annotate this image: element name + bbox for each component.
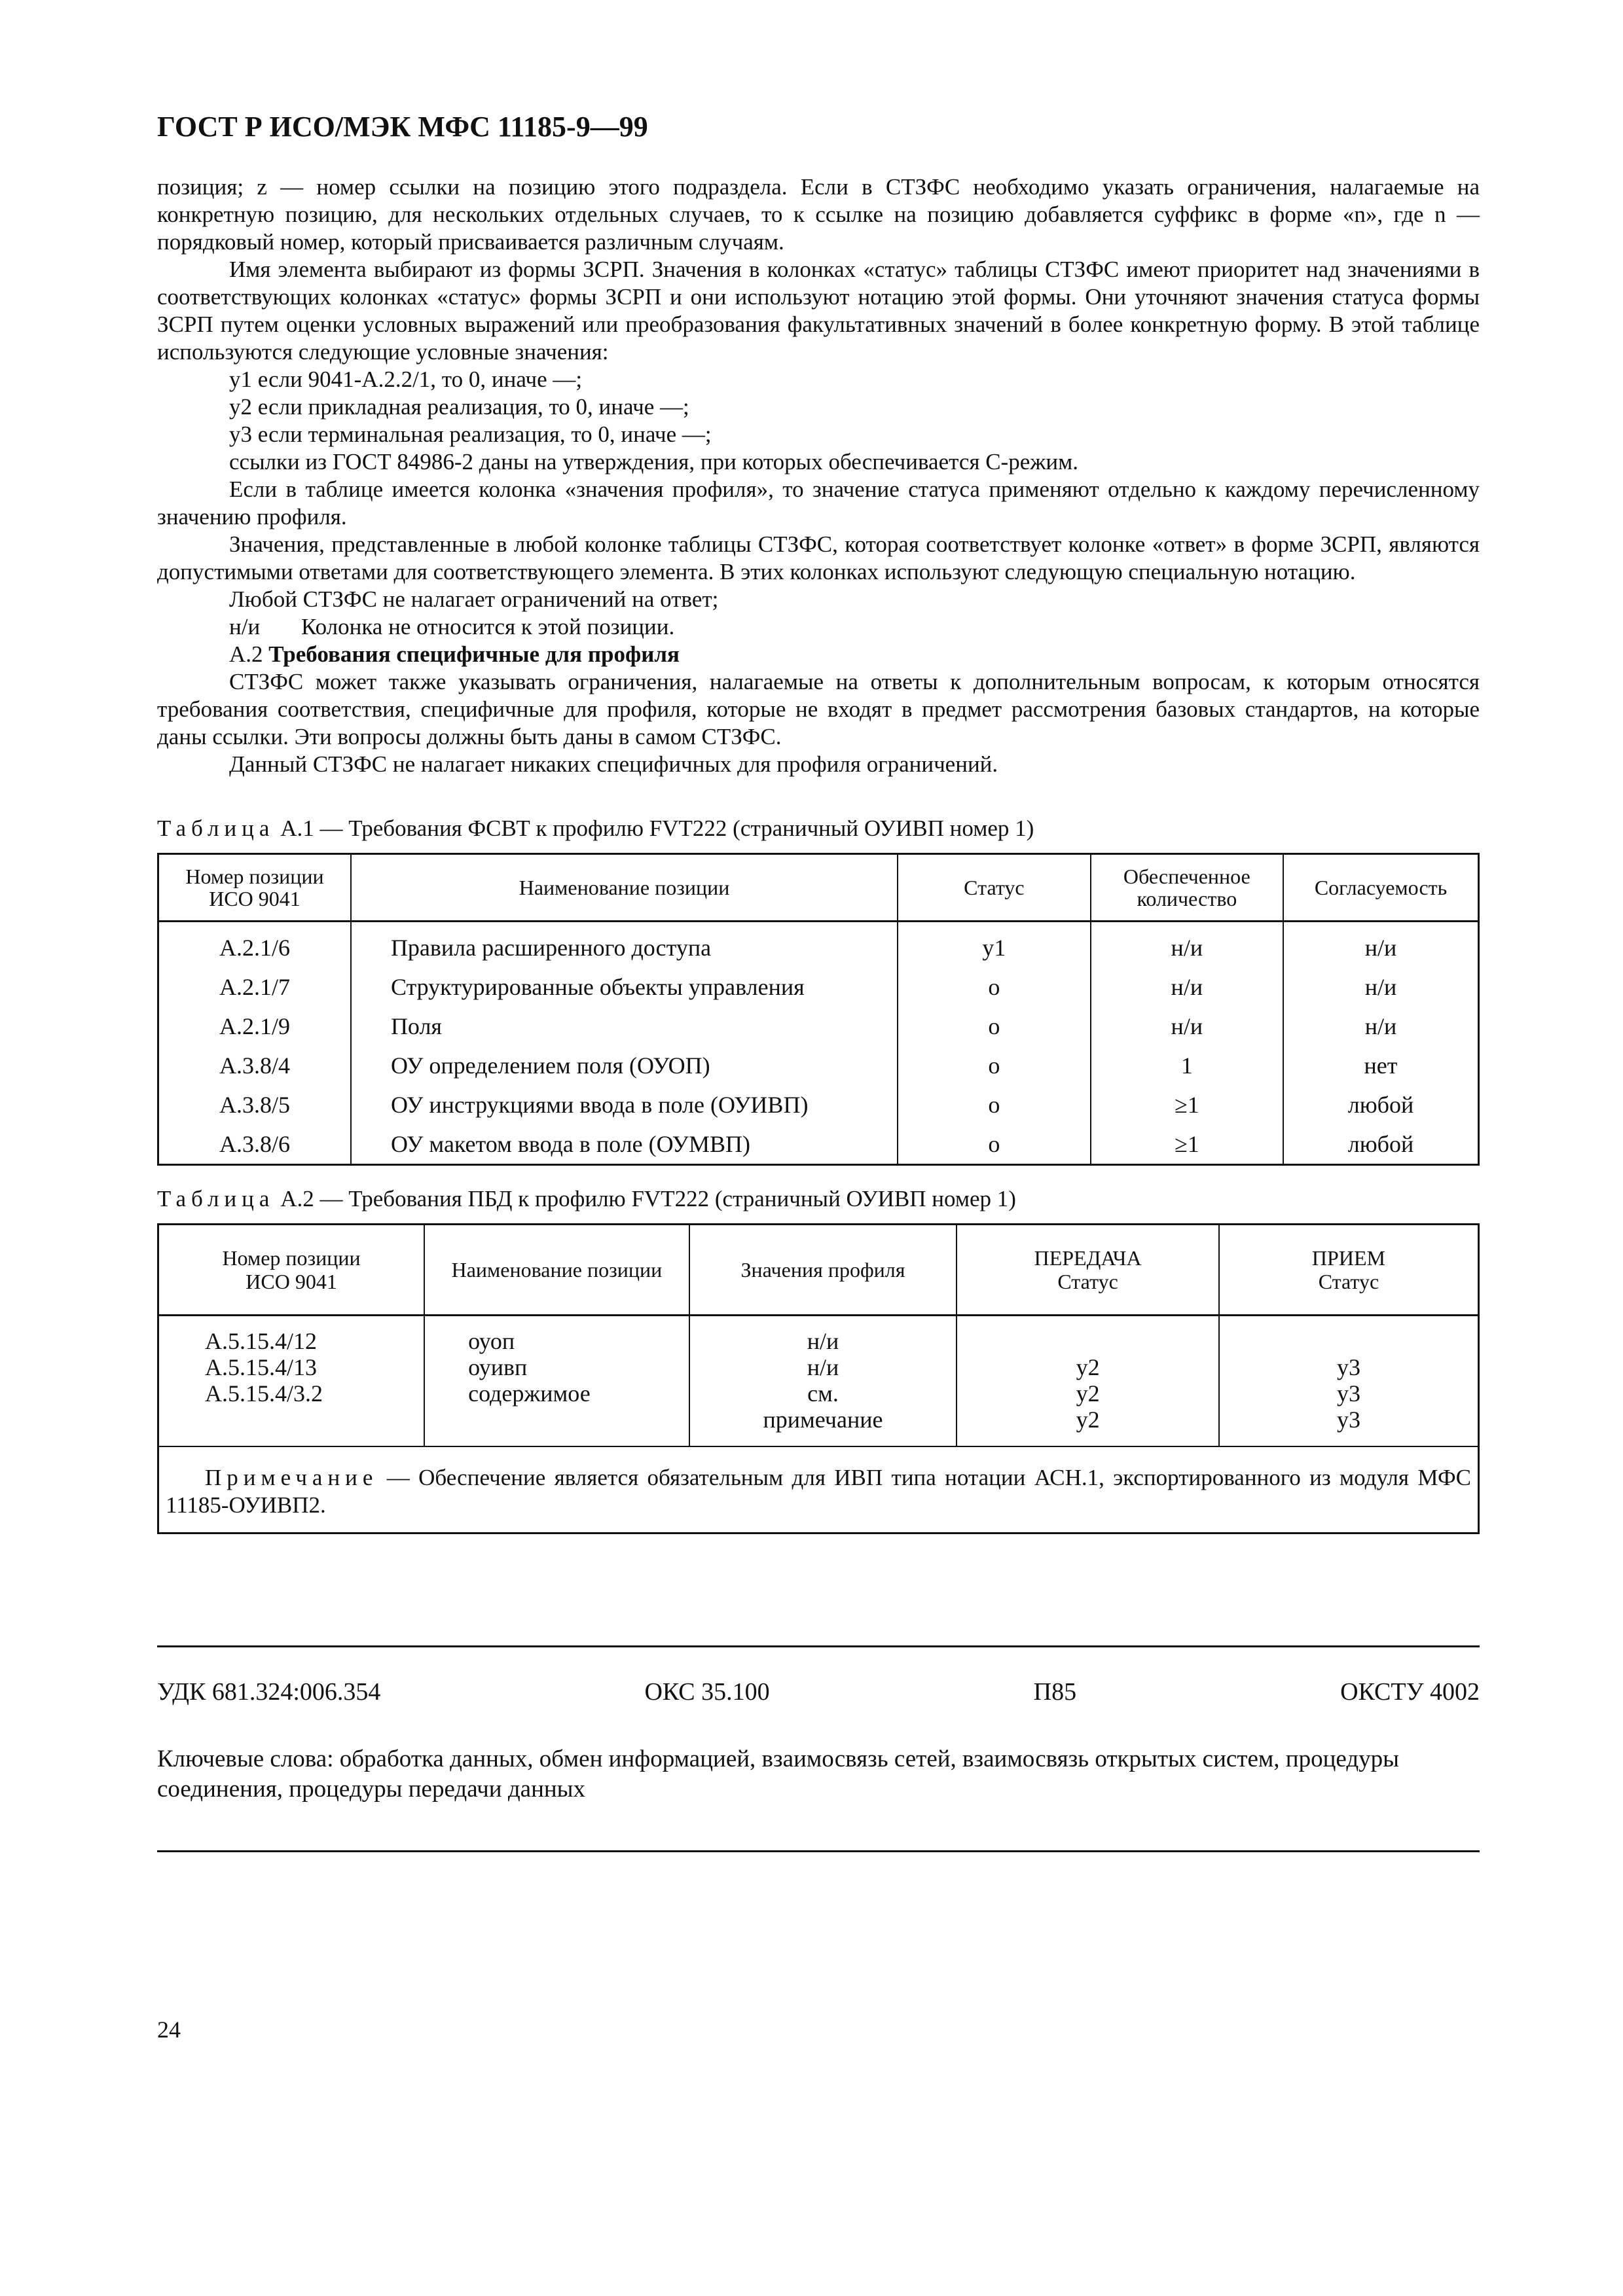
table-cell: o (898, 1007, 1090, 1046)
column-header: Обеспеченное количество (1091, 854, 1283, 922)
table-caption: Таблица A.1 — Требования ФСВТ к профилю FVT222 (страничный ОУИВП номер 1) (157, 816, 1034, 841)
table-cell: y3 y3 y3 (1219, 1316, 1479, 1447)
section-number: A.2 (229, 641, 263, 667)
classification-row (157, 1677, 1480, 1706)
table-cell: ОУ макетом ввода в поле (ОУМВП) (351, 1124, 898, 1165)
table-cell: o (898, 1124, 1090, 1165)
table-row (158, 967, 1479, 1007)
notation-term: н/и (229, 614, 261, 639)
condition-item: y3 если терминальная реализация, то 0, иначе —; (229, 422, 712, 447)
table-cell: любой (1283, 1124, 1478, 1165)
condition-item: y1 если 9041-A.2.2/1, то 0, иначе —; (229, 367, 583, 392)
paragraph: Данный СТЗФС не налагает никаких специфичных для профиля ограничений. (229, 751, 998, 777)
table-cell: A.5.15.4/12 A.5.15.4/13 A.5.15.4/3.2 (205, 1328, 323, 1407)
divider (157, 1645, 1480, 1647)
paragraph: ссылки из ГОСТ 84986-2 даны на утверждения, при которых обеспечивается С-режим. (229, 449, 1079, 475)
notation-row (157, 613, 1480, 641)
table-header-row (158, 854, 1479, 922)
table-note: Примечание — Обеспечение является обязательным для ИВП типа нотации АСН.1, экспортированного из модуля МФС 11185-ОУИВП2. (158, 1446, 1479, 1534)
column-header: Значения профиля (689, 1225, 957, 1316)
column-header: ПРИЕМ Статус (1219, 1225, 1479, 1316)
table-cell: o (898, 1085, 1090, 1124)
okstu-code: ОКСТУ 4002 (1340, 1678, 1480, 1706)
table-cell: 1 (1091, 1046, 1283, 1085)
table-cell: A.3.8/6 (219, 1131, 290, 1157)
table-cell: н/и (1283, 967, 1478, 1007)
table-row (158, 1007, 1479, 1046)
table-cell: A.3.8/5 (219, 1092, 290, 1118)
column-header: ПЕРЕДАЧА Статус (957, 1225, 1219, 1316)
table-cell: н/и (1091, 1007, 1283, 1046)
table-cell: Структурированные объекты управления (351, 967, 898, 1007)
table-row (158, 922, 1479, 968)
table-row (158, 1316, 1479, 1447)
table-cell: o (898, 1046, 1090, 1085)
paragraph: Любой СТЗФС не налагает ограничений на ответ; (229, 586, 719, 612)
requirements-table-a1 (157, 853, 1480, 1166)
table-row (158, 1085, 1479, 1124)
table-cell: Правила расширенного доступа (351, 922, 898, 968)
paragraph: позиция; z — номер ссылки на позицию этого подраздела. Если в СТЗФС необходимо указать ограничения, налагаемые на конкретную позицию, для нескольких отдельных случаев, то к ссылке на позицию добавляется суффикс в форме «n», где n — порядковый номер, который присваивается различным случаям. (157, 174, 1480, 255)
column-header: Статус (898, 854, 1090, 922)
table-cell: н/и (1283, 1007, 1478, 1046)
table-cell: Поля (351, 1007, 898, 1046)
condition-item: y2 если прикладная реализация, то 0, иначе —; (229, 394, 689, 420)
table-note-row (158, 1446, 1479, 1534)
table-cell: A.2.1/9 (219, 1013, 290, 1039)
column-header: Наименование позиции (424, 1225, 689, 1316)
table-cell: A.3.8/4 (219, 1052, 290, 1079)
table-row (158, 1046, 1479, 1085)
column-header: Согласуемость (1283, 854, 1478, 922)
column-header: Номер позиции ИСО 9041 (158, 1225, 425, 1316)
divider (157, 1850, 1480, 1852)
paragraph: Имя элемента выбирают из формы ЗСРП. Значения в колонках «статус» таблицы СТЗФС имеют приоритет над значениями в соответствующих колонках «статус» формы ЗСРП и они используют нотацию этой формы. Они уточняют значения статуса формы ЗСРП путем оценки условных выражений или преобразования факультативных значений в более конкретную форму. В этой таблице используются следующие условные значения: (157, 257, 1480, 365)
document-header: ГОСТ Р ИСО/МЭК МФС 11185-9—99 (157, 111, 648, 143)
paragraph: Значения, представленные в любой колонке таблицы СТЗФС, которая соответствует колонке «ответ» в форме ЗСРП, являются допустимыми ответами для соответствующего элемента. В этих колонках используют следующую специальную нотацию. (157, 531, 1480, 584)
table-cell: ≥1 (1091, 1124, 1283, 1165)
table-cell: y2 y2 y2 (957, 1316, 1219, 1447)
table-cell: оуоп оуивп содержимое (424, 1316, 689, 1447)
table-cell: нет (1283, 1046, 1478, 1085)
paragraph: Если в таблице имеется колонка «значения профиля», то значение статуса применяют отдельно к каждому перечисленному значению профиля. (157, 476, 1480, 529)
oks-code: ОКС 35.100 (644, 1678, 770, 1706)
table-cell: н/и (1091, 922, 1283, 968)
keywords: Ключевые слова: обработка данных, обмен информацией, взаимосвязь сетей, взаимосвязь открытых систем, процедуры соединения, процедуры передачи данных (157, 1746, 1400, 1803)
section-heading (157, 641, 1480, 668)
table-cell: A.2.1/7 (219, 974, 290, 1000)
table-caption: Таблица A.2 — Требования ПБД к профилю FVT222 (страничный ОУИВП номер 1) (157, 1186, 1016, 1211)
document-page (157, 98, 1480, 1852)
paragraph: СТЗФС может также указывать ограничения, налагаемые на ответы к дополнительным вопросам, к которым относятся требования соответствия, специфичные для профиля, которые не входят в предмет рассмотрения базовых стандартов, на которые даны ссылки. Эти вопросы должны быть даны в самом СТЗФС. (157, 669, 1480, 749)
requirements-table-a2 (157, 1223, 1480, 1534)
column-header: Наименование позиции (351, 854, 898, 922)
notation-definition: Колонка не относится к этой позиции. (301, 614, 675, 639)
udk-code: УДК 681.324:006.354 (157, 1678, 381, 1706)
table-cell: ОУ определением поля (ОУОП) (351, 1046, 898, 1085)
table-cell: н/и н/и см. примечание (689, 1316, 957, 1447)
column-header: Номер позиции ИСО 9041 (158, 854, 351, 922)
table-cell: ОУ инструкциями ввода в поле (ОУИВП) (351, 1085, 898, 1124)
table-cell: y1 (898, 922, 1090, 968)
table-cell: ≥1 (1091, 1085, 1283, 1124)
table-cell: любой (1283, 1085, 1478, 1124)
section-title: Требования специфичные для профиля (268, 641, 680, 667)
table-cell: A.2.1/6 (219, 935, 290, 961)
table-cell: o (898, 967, 1090, 1007)
page-number: 24 (157, 2017, 181, 2043)
table-row (158, 1124, 1479, 1165)
table-cell: н/и (1091, 967, 1283, 1007)
table-cell: н/и (1283, 922, 1478, 968)
group-code: П85 (1033, 1678, 1077, 1706)
table-header-row (158, 1225, 1479, 1316)
